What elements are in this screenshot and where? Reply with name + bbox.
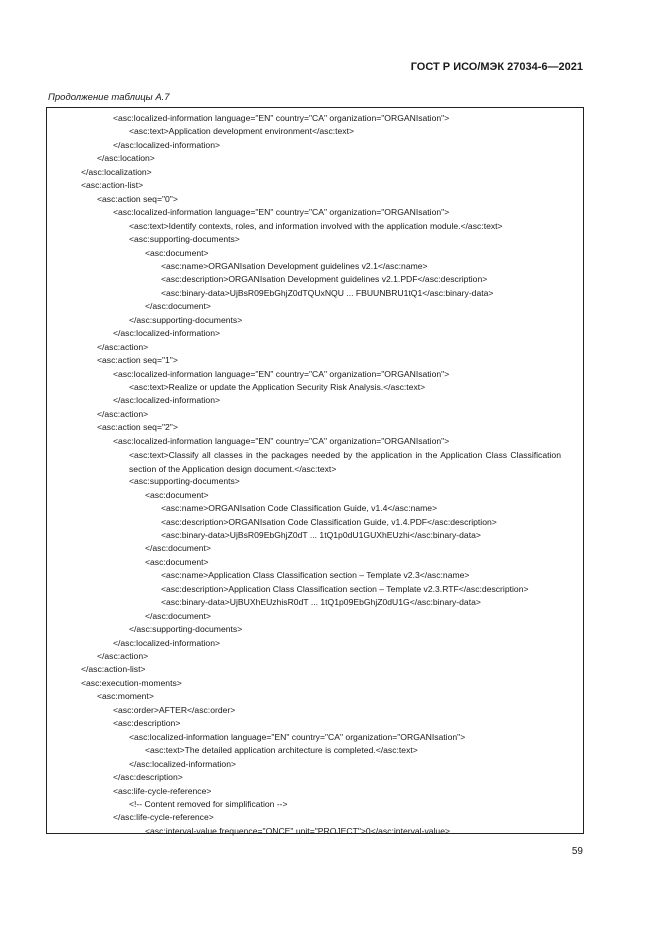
code-line: <asc:moment>	[97, 691, 154, 702]
code-line: </asc:document>	[145, 301, 211, 312]
code-line: </asc:document>	[145, 610, 211, 621]
code-line: <asc:binary-data>UjBsR09EbGhjZ0dTQUxNQU ... FBUUNBRU1tQ1</asc:binary-data>	[161, 287, 494, 298]
code-line: <asc:description>Application Class Classification section – Template v2.3.RTF</asc:description>	[161, 583, 529, 594]
code-line: <asc:name>Application Class Classification section – Template v2.3</asc:name>	[161, 570, 470, 581]
code-line: <!-- Content removed for simplification -->	[129, 798, 288, 809]
code-line: <asc:binary-data>UjBsR09EbGhjZ0dT ... 1tQ1p0dU1GUXhEUzhi</asc:binary-data>	[161, 529, 481, 540]
code-line: <asc:text>Realize or update the Application Security Risk Analysis.</asc:text>	[129, 382, 426, 392]
document-header: ГОСТ Р ИСО/МЭК 27034-6—2021	[410, 61, 583, 73]
code-line: </asc:life-cycle-reference>	[113, 812, 214, 823]
code-line: <asc:order>AFTER</asc:order>	[113, 704, 236, 715]
code-line: </asc:location>	[97, 153, 155, 164]
code-line: </asc:localized-information>	[113, 328, 220, 339]
code-line: </asc:localization>	[81, 166, 152, 177]
code-line: <asc:description>	[113, 718, 181, 729]
code-line: <asc:supporting-documents>	[129, 234, 240, 245]
code-line: <asc:document>	[145, 489, 209, 500]
code-line: </asc:supporting-documents>	[129, 624, 243, 635]
code-line: <asc:document>	[145, 556, 209, 567]
code-line: <asc:description>ORGANIsation Code Classification Guide, v1.4.PDF</asc:description>	[161, 516, 497, 527]
code-line: </asc:action>	[97, 651, 149, 661]
code-line: </asc:localized-information>	[113, 637, 220, 648]
code-line: <asc:text>The detailed application architecture is completed.</asc:text>	[145, 745, 418, 756]
code-line: <asc:localized-information language="EN" country="CA" organization="ORGANIsation">	[113, 207, 450, 218]
code-line: </asc:localized-information>	[113, 395, 220, 406]
page-number: 59	[571, 846, 583, 857]
code-line: </asc:localized-information>	[129, 758, 236, 769]
code-line: <asc:localized-information language="EN" country="CA" organization="ORGANIsation">	[113, 435, 450, 446]
code-line: <asc:execution-moments>	[81, 677, 182, 688]
code-line: <asc:localized-information language="EN" country="CA" organization="ORGANIsation">	[113, 368, 450, 379]
code-line: <asc:text>Application development environment</asc:text>	[129, 126, 355, 137]
code-line: </asc:description>	[113, 772, 183, 783]
code-line: <asc:localized-information language="EN" country="CA" organization="ORGANIsation">	[113, 113, 450, 123]
code-line: <asc:binary-data>UjBUXhEUzhisR0dT ... 1tQ1p09EbGhjZ0dU1G</asc:binary-data>	[161, 597, 481, 608]
code-line: <asc:action seq="2">	[97, 422, 178, 433]
code-line: </asc:document>	[145, 543, 211, 554]
code-line: <asc:life-cycle-reference>	[113, 785, 212, 796]
code-line: </asc:action>	[97, 341, 149, 352]
code-line: <asc:text>Identify contexts, roles, and information involved with the application module.</asc:text>	[129, 220, 503, 231]
code-line: </asc:action>	[97, 408, 149, 419]
xml-listing-table	[46, 107, 584, 834]
code-line: <asc:name>ORGANIsation Code Classification Guide, v1.4</asc:name>	[161, 503, 438, 514]
code-line: <asc:interval-value frequence="ONCE" unit="PROJECT">0</asc:interval-value>	[145, 825, 451, 836]
code-line: </asc:localized-information>	[113, 139, 220, 150]
code-line: <asc:action seq="1">	[97, 355, 178, 366]
code-line: <asc:action-list>	[81, 180, 144, 191]
code-line: <asc:supporting-documents>	[129, 476, 240, 487]
table-continuation-caption: Продолжение таблицы А.7	[48, 92, 170, 103]
code-line: <asc:action seq="0">	[97, 193, 178, 204]
code-line: </asc:supporting-documents>	[129, 314, 243, 325]
code-line: <asc:document>	[145, 247, 209, 258]
code-line: <asc:description>ORGANIsation Development guidelines v2.1.PDF</asc:description>	[161, 274, 488, 285]
code-line: </asc:action-list>	[81, 664, 146, 675]
code-line: <asc:localized-information language="EN" country="CA" organization="ORGANIsation">	[129, 731, 466, 742]
code-line: <asc:text>Classify all classes in the packages needed by the application in the Application Class Classification section of the Application design document.</asc:text>	[129, 450, 561, 474]
code-line: <asc:name>ORGANIsation Development guidelines v2.1</asc:name>	[161, 260, 428, 271]
